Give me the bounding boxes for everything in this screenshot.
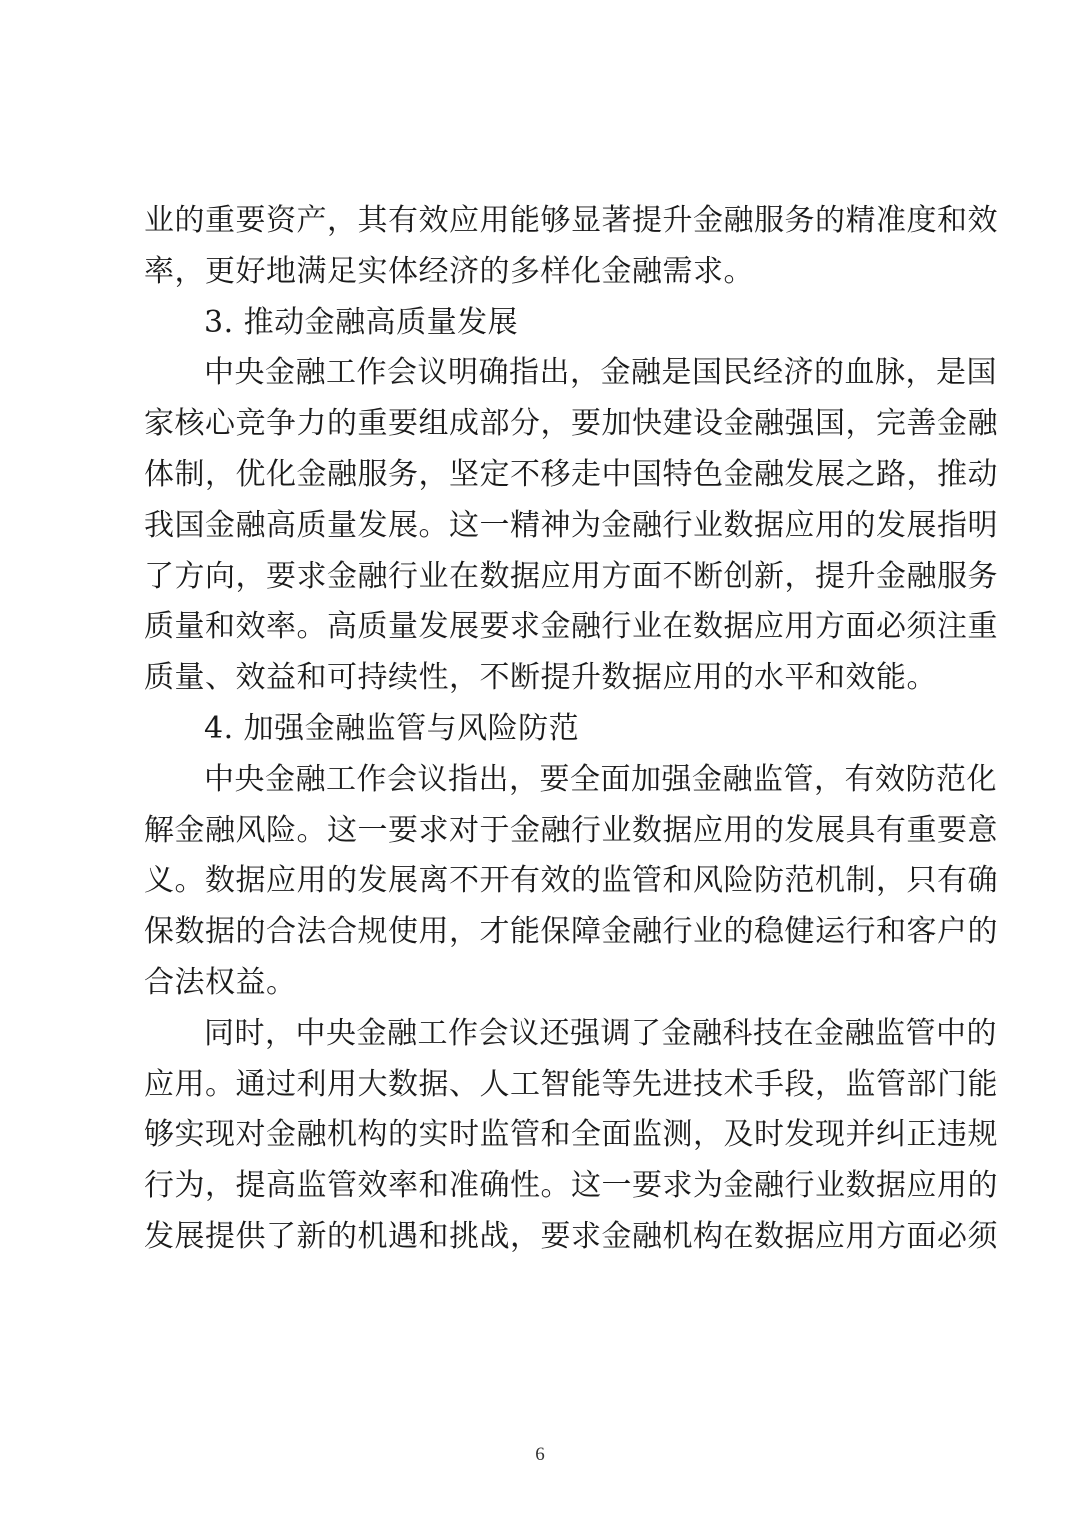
- text-line: 够实现对金融机构的实时监管和全面监测，及时发现并纠正违规: [144, 1117, 998, 1153]
- text-line: 率，更好地满足实体经济的多样化金融需求。: [144, 253, 754, 289]
- text-line: 保数据的合法合规使用，才能保障金融行业的稳健运行和客户的: [144, 914, 998, 950]
- section-heading-3: 3. 推动金融高质量发展: [204, 304, 519, 340]
- body-text: [144, 196, 998, 1263]
- text-line: 义。数据应用的发展离不开有效的监管和风险防范机制，只有确: [144, 863, 998, 899]
- section-heading-4: 4. 加强金融监管与风险防范: [204, 710, 580, 746]
- text-line: 体制，优化金融服务，坚定不移走中国特色金融发展之路，推动: [144, 456, 998, 492]
- text-line: 了方向，要求金融行业在数据应用方面不断创新，提升金融服务: [144, 558, 998, 594]
- text-line: 质量和效率。高质量发展要求金融行业在数据应用方面必须注重: [144, 609, 998, 645]
- text-line: 行为，提高监管效率和准确性。这一要求为金融行业数据应用的: [144, 1168, 998, 1204]
- text-line: 解金融风险。这一要求对于金融行业数据应用的发展具有重要意: [144, 812, 998, 848]
- paragraph-first-line: 中央金融工作会议明确指出，金融是国民经济的血脉，是国: [204, 355, 997, 391]
- text-line: 我国金融高质量发展。这一精神为金融行业数据应用的发展指明: [144, 507, 998, 543]
- paragraph-first-line: 同时，中央金融工作会议还强调了金融科技在金融监管中的: [204, 1015, 997, 1051]
- text-line: 家核心竞争力的重要组成部分，要加快建设金融强国，完善金融: [144, 406, 998, 442]
- text-line: 质量、效益和可持续性，不断提升数据应用的水平和效能。: [144, 660, 937, 696]
- text-line: 业的重要资产，其有效应用能够显著提升金融服务的精准度和效: [144, 203, 998, 238]
- text-line: 发展提供了新的机遇和挑战，要求金融机构在数据应用方面必须: [144, 1218, 998, 1254]
- text-line: 合法权益。: [144, 964, 297, 1000]
- text-line: 应用。通过利用大数据、人工智能等先进技术手段，监管部门能: [144, 1066, 998, 1102]
- paragraph-first-line: 中央金融工作会议指出，要全面加强金融监管，有效防范化: [204, 761, 997, 797]
- page-number: 6: [535, 1444, 545, 1465]
